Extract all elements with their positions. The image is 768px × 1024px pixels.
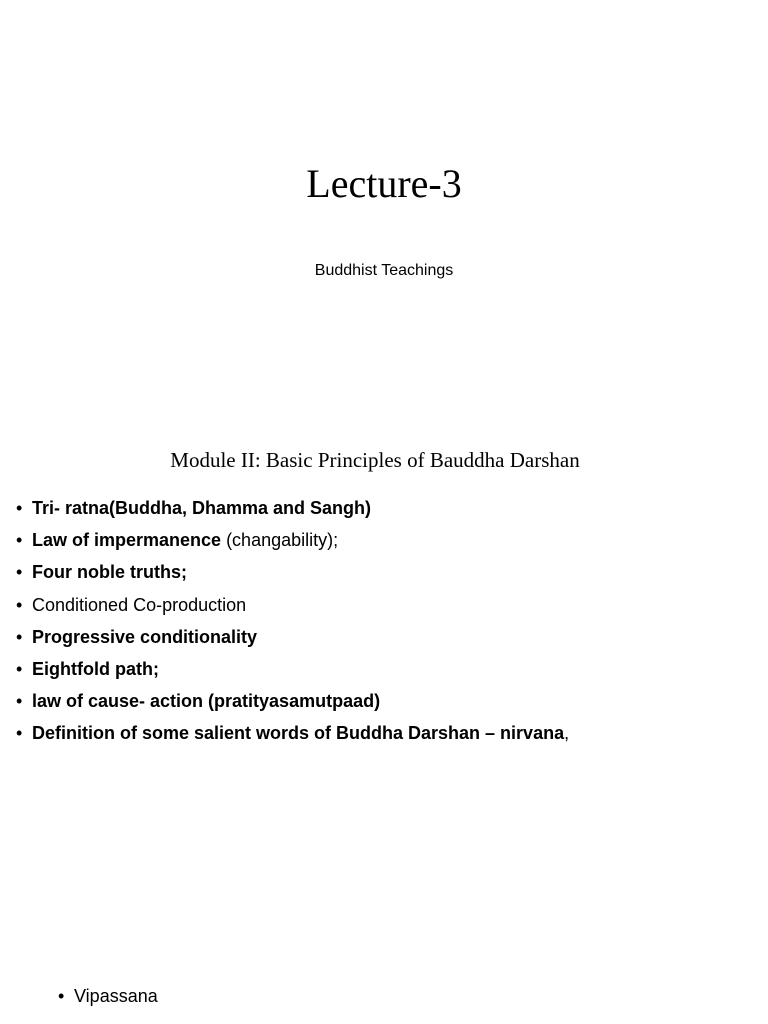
list-item (58, 982, 158, 1014)
list-item-bold-text: Tri- ratna(Buddha, Dhamma and Sangh) (32, 498, 372, 518)
slide-title: Lecture-3 (306, 161, 462, 206)
list-item-bold-text: Definition of some salient words of Buddha Darshan – nirvana (32, 723, 565, 744)
bullet-icon: • (16, 498, 23, 518)
list-item-bold-text: Progressive conditionality (32, 626, 258, 647)
list-item (16, 591, 569, 623)
bullet-icon: • (16, 723, 23, 744)
list-item-text: Conditioned Co-production (32, 594, 247, 615)
list-item (16, 526, 569, 558)
bullet-icon: • (16, 691, 23, 712)
list-item (16, 623, 569, 655)
bullet-icon: • (58, 986, 65, 1006)
bullet-icon: • (16, 626, 23, 647)
list-item-bold-text: Four noble truths; (32, 562, 187, 583)
list-item-text: , (564, 723, 570, 744)
module-heading: Module II: Basic Principles of Bauddha Darshan (170, 448, 580, 472)
list-item (16, 687, 569, 719)
sub-list (58, 982, 158, 1014)
list-item (16, 655, 569, 687)
list-item-bold-text: Eightfold path; (32, 658, 159, 679)
list-item-bold-text: Law of impermanence (32, 530, 222, 551)
bullet-icon: • (16, 562, 23, 583)
list-item (16, 719, 569, 751)
list-item-text: (changability); (221, 530, 339, 551)
list-item (16, 558, 569, 590)
slide-subtitle: Buddhist Teachings (314, 262, 454, 279)
bullet-icon: • (16, 658, 23, 679)
bullet-icon: • (16, 594, 23, 615)
principles-list (16, 494, 569, 752)
list-item (16, 494, 569, 526)
list-item-bold-text: law of cause- action (pratityasamutpaad) (32, 691, 381, 712)
bullet-icon: • (16, 530, 23, 551)
list-item-text: Vipassana (74, 986, 158, 1006)
